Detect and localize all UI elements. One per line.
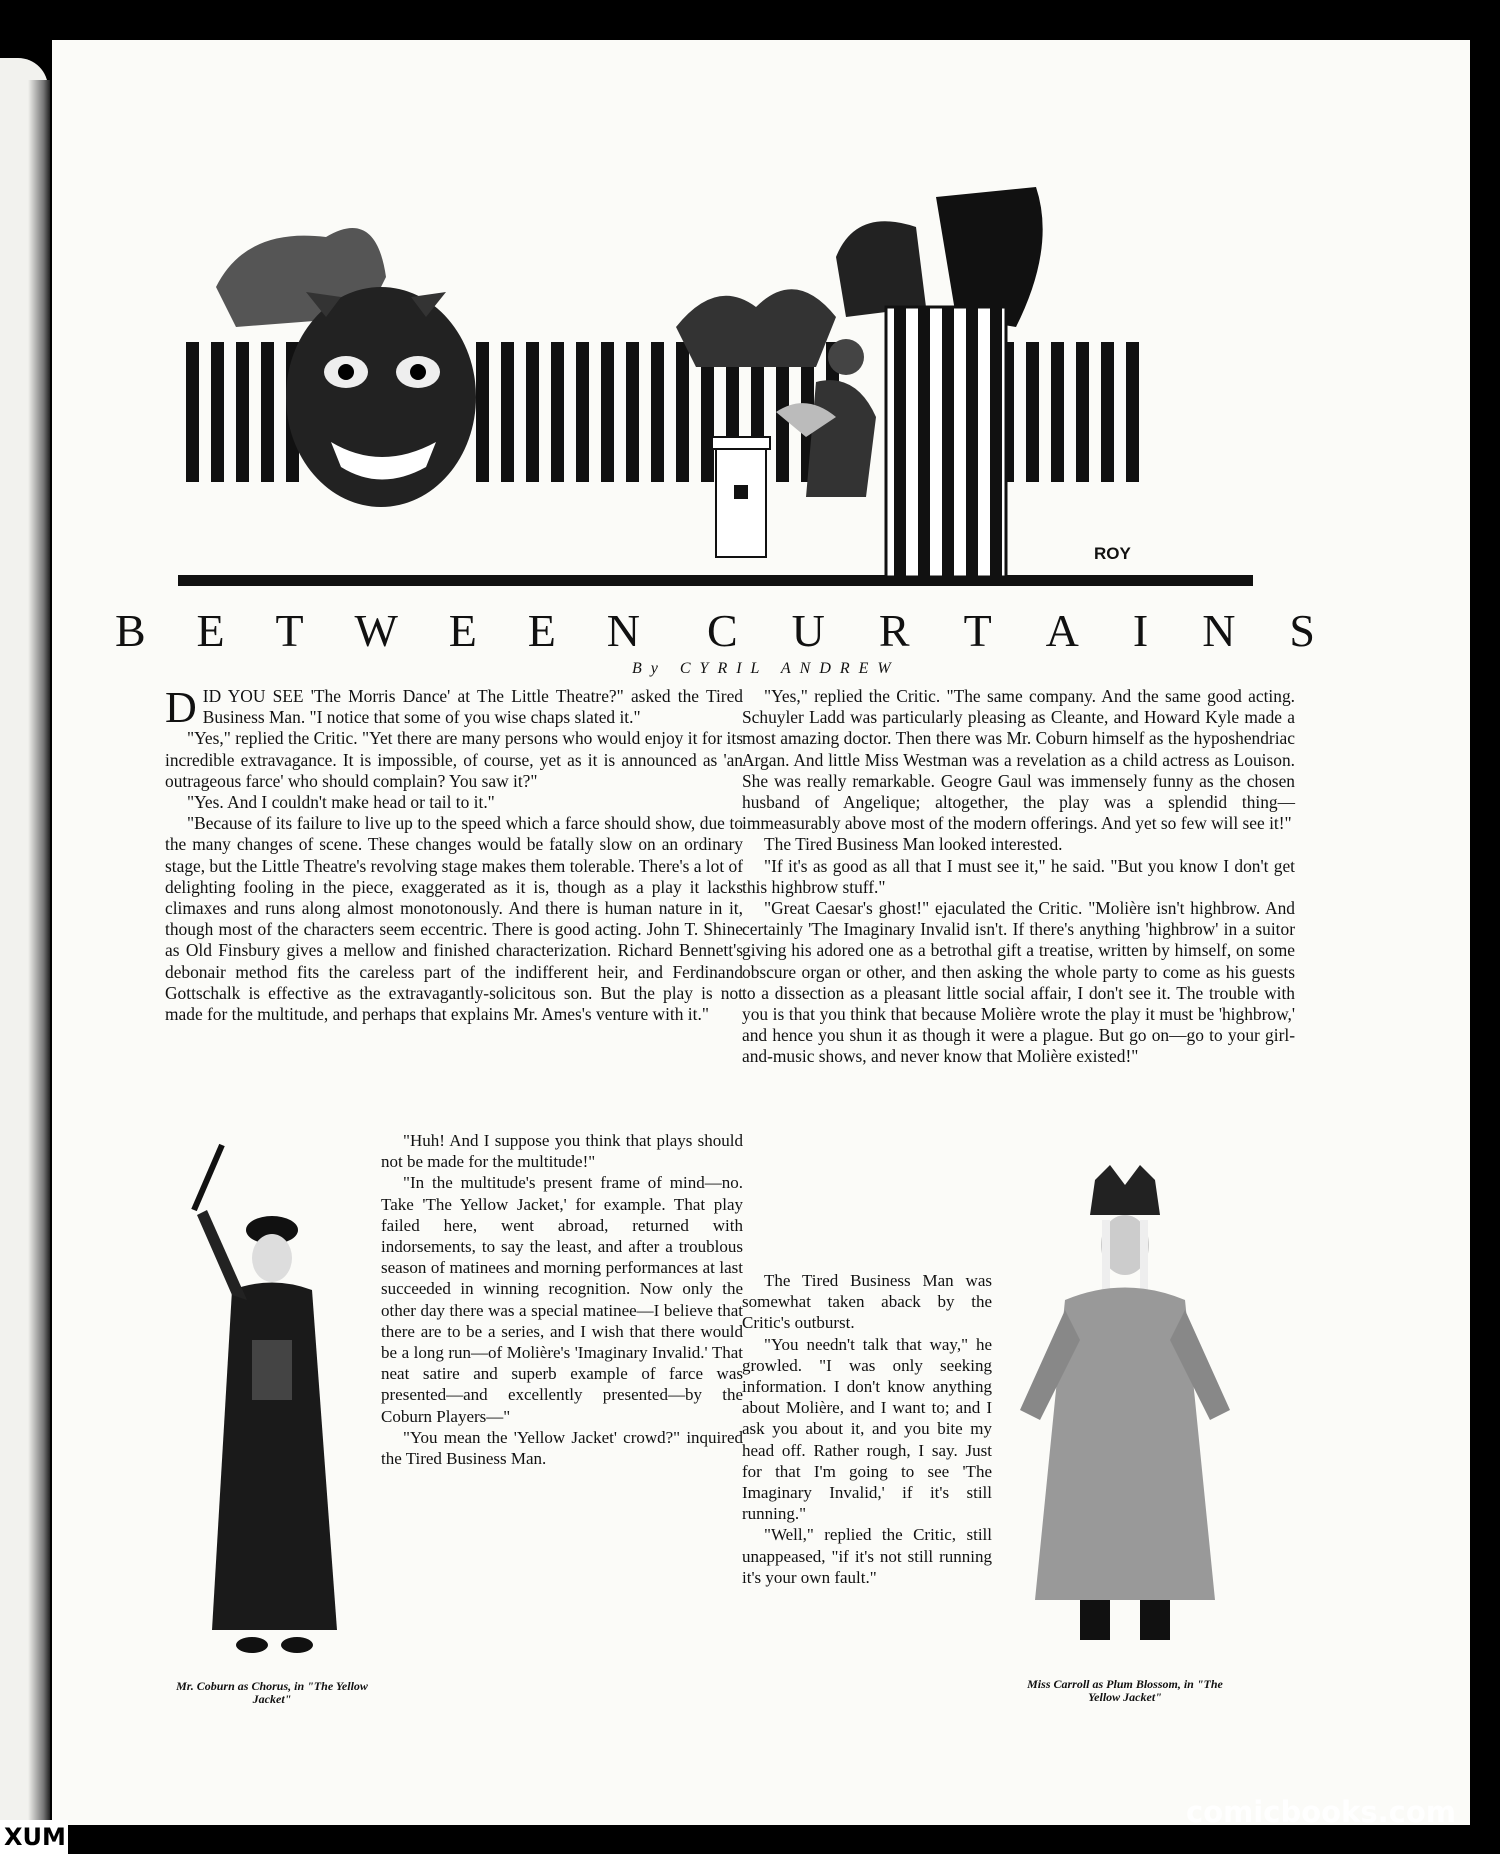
curtain-rail	[178, 575, 1253, 586]
corner-tag: XUM	[0, 1820, 68, 1854]
left-narrow-column	[381, 1130, 743, 1469]
title-letter: U	[791, 604, 825, 656]
paragraph: "Yes," replied the Critic. "The same company. And the same good acting. Schuyler Ladd was particularly pleasing as Cleante, and Howard Kyle made a most amazing doctor. Then there was Mr. Coburn himself as the hyposhendriac Argan. And little Miss Westman was a revelation as a child actress as Louison. She was really remarkable. Geogre Gaul was immensely funny as the chosen husband of Angelique; altogether, the play was a splendid thing—immeasurably above most of the modern offerings. And yet so few will see it!"	[742, 686, 1295, 834]
title-letter: T	[963, 604, 992, 656]
paragraph: "You needn't talk that way," he growled. "I was only seeking information. I don't know anything about Molière, and I want to; and I ask you about it, and you bite my head off. Rather rough, I say. Just for that I'm going to see 'The Imaginary Invalid,' if it's still running."	[742, 1334, 992, 1524]
paragraph: "Yes," replied the Critic. "Yet there are many persons who would enjoy it for its incredible extravagance. It is impossible, of course, yet as it is announced as 'an outrageous farce' who should complain? You saw it?"	[165, 728, 743, 791]
title-letter: I	[1132, 604, 1149, 656]
title-letter: B	[115, 604, 146, 656]
byline: By CYRIL ANDREW	[632, 660, 900, 677]
title-letter: W	[354, 604, 398, 656]
paragraph: "Great Caesar's ghost!" ejaculated the Critic. "Molière isn't highbrow. And certainly 'The Imaginary Invalid isn't. If there's anything 'highbrow' in a suitor giving his adored one as a betrothal gift a treatise, written by himself, on some obscure organ or other, and then asking the whole party to come as his guests to a dissection as a pleasant little social affair, I don't see it. The trouble with you is that you think that because Molière wrote the play it must be 'highbrow,' and hence you shun it as though it were a plague. But go on—go to your girl-and-music shows, and never know that Molière existed!"	[742, 898, 1295, 1067]
paragraph: DID YOU SEE 'The Morris Dance' at The Little Theatre?" asked the Tired Business Man. "I notice that some of you wise chaps slated it."	[165, 683, 743, 732]
paragraph: "In the multitude's present frame of mind—no. Take 'The Yellow Jacket,' for example. That play failed here, went abroad, returned with indorsements, to say the least, and after a troublous season of matinees and morning performances at last succeeded in winning recognition. Now only the other day there was a special matinee—I believe that there are to be a series, and I wish that there would be a long run—of Molière's 'Imaginary Invalid.' That neat satire and superb example of farce was presented—and excellently presented—by the Coburn Players—"	[381, 1173, 743, 1426]
bird-shape	[676, 289, 836, 367]
paragraph: "You mean the 'Yellow Jacket' crowd?" inquired the Tired Business Man.	[381, 1427, 743, 1469]
paragraph: "Yes. And I couldn't make head or tail to it."	[187, 792, 495, 813]
title-letter: N	[1202, 604, 1236, 656]
page-gutter	[28, 80, 50, 1840]
title-letter: R	[878, 604, 910, 656]
title-word-between	[115, 604, 640, 657]
watermark: comicbooks.com	[1186, 1795, 1456, 1829]
photo-mr-coburn	[172, 1130, 372, 1670]
page-right-edge	[1470, 40, 1484, 1825]
photo-miss-carroll	[1010, 1160, 1240, 1670]
title-letter: N	[606, 604, 640, 656]
artist-signature: ROY	[1094, 544, 1131, 563]
paragraph: The Tired Business Man looked interested.	[764, 834, 1063, 855]
paragraph: "If it's as good as all that I must see it," he said. "But you know I don't get this highbrow stuff."	[742, 855, 1295, 897]
header-illustration	[156, 167, 1256, 597]
title-letter: A	[1045, 604, 1079, 656]
magazine-page	[52, 40, 1470, 1825]
demon-mask	[216, 228, 476, 507]
title-letter: E	[448, 604, 477, 656]
drop-cap: D	[165, 683, 197, 732]
small-house	[712, 437, 770, 557]
title-letter: S	[1289, 604, 1315, 656]
striped-chair	[886, 307, 1006, 577]
title-letter: E	[196, 604, 225, 656]
title-letter: E	[527, 604, 556, 656]
paragraph: "Huh! And I suppose you think that plays should not be made for the multitude!"	[381, 1131, 743, 1172]
left-column	[165, 683, 743, 1043]
paragraph: "Well," replied the Critic, still unappeased, "if it's not still running it's your own fault."	[742, 1525, 992, 1587]
caption-left: Mr. Coburn as Chorus, in "The Yellow Jacket"	[176, 1679, 368, 1706]
title-letter: T	[275, 604, 304, 656]
paragraph: "Because of its failure to live up to the speed which a farce should show, due to the many changes of scene. These changes would be fatally slow on an ordinary stage, but the Little Theatre's revolving stage makes them tolerable. There's a lot of delighting fooling in the piece, exaggerated as it is, though as a play it lacks climaxes and runs along almost monotonously. And there is human nature in it, though most of the characters seem eccentric. There is good acting. John T. Shine as Old Finsbury gives a mellow and finished characterization. Richard Bennett's debonair method fits the careless part of the indifferent heir, and Ferdinand Gottschalk is effective as the extravagantly-solicitous son. But the play is not made for the multitude, and perhaps that explains Mr. Ames's venture with it."	[165, 813, 743, 1025]
right-column	[742, 686, 1295, 1088]
paragraph: The Tired Business Man was somewhat taken aback by the Critic's outburst.	[742, 1271, 992, 1333]
title-letter: C	[707, 604, 738, 656]
caption-right: Miss Carroll as Plum Blossom, in "The Yellow Jacket"	[1027, 1677, 1223, 1704]
title-word-curtains	[707, 604, 1315, 657]
article-title	[115, 600, 1315, 660]
right-narrow-column	[742, 1270, 992, 1588]
